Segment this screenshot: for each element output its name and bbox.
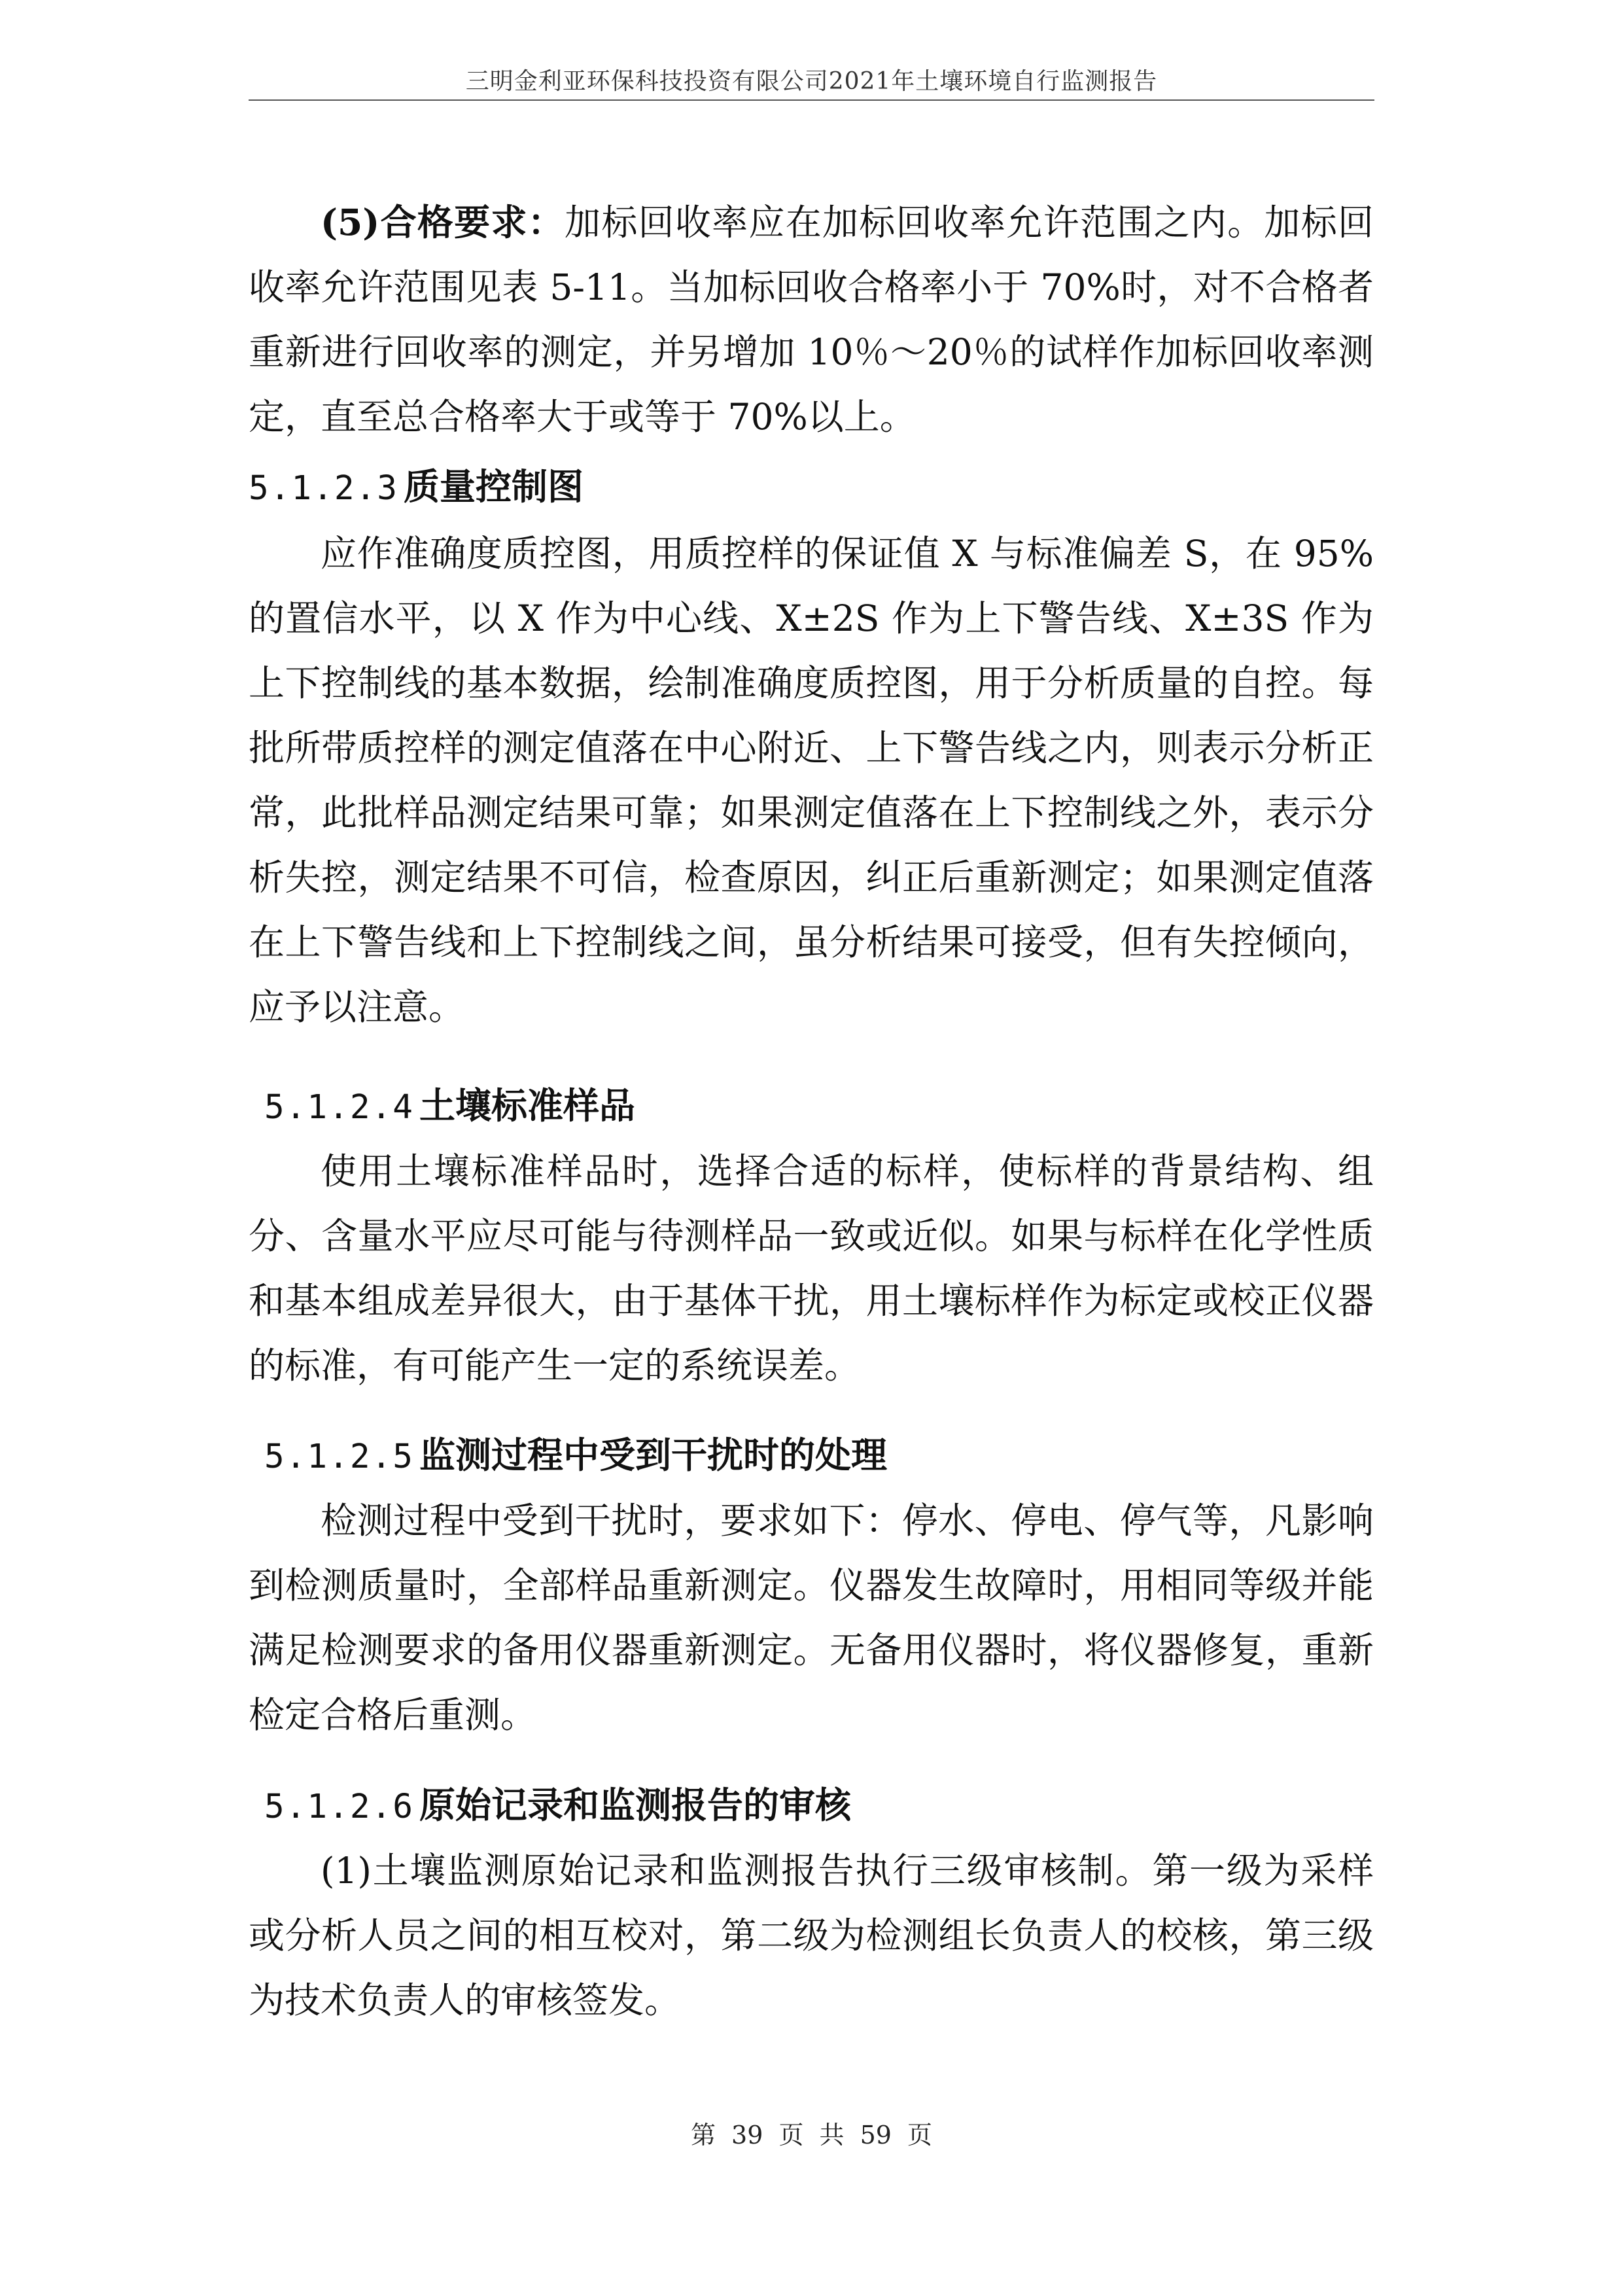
paragraph-text: 加标回收率应在加标回收率允许范围之内。加标回收率允许范围见表 5-11。当加标回收合格率小于 70%时，对不合格者重新进行回收率的测定，并另增加 10％～20％的试样作加标回收率测定，直至总合格率大于或等于 70%以上。 <box>249 202 1374 438</box>
section-number: 5.1.2.5 <box>264 1438 414 1476</box>
section-title: 监测过程中受到干扰时的处理 <box>419 1434 887 1476</box>
section-heading-5126 <box>264 1779 851 1833</box>
paragraph-interference-handling: 检测过程中受到干扰时，要求如下：停水、停电、停气等，凡影响到检测质量时，全部样品重新测定。仪器发生故障时，用相同等级并能满足检测要求的备用仪器重新测定。无备用仪器时，将仪器修复，重新检定合格后重测。 <box>249 1500 1374 1736</box>
section-title: 质量控制图 <box>403 465 584 508</box>
paragraph-qualified-requirement <box>249 190 1374 450</box>
section-title: 土壤标准样品 <box>419 1084 635 1127</box>
section-number: 5.1.2.3 <box>249 469 398 508</box>
page-number: 第 39 页 共 59 页 <box>690 2121 933 2149</box>
section-heading-5123 <box>249 461 584 515</box>
paragraph-soil-standard-sample: 使用土壤标准样品时，选择合适的标样，使标样的背景结构、组分、含量水平应尽可能与待测样品一致或近似。如果与标样在化学性质和基本组成差异很大，由于基体干扰，用土壤标样作为标定或校正仪器的标准，有可能产生一定的系统误差。 <box>249 1150 1374 1386</box>
section-heading-5124 <box>264 1080 635 1134</box>
section-title: 原始记录和监测报告的审核 <box>419 1784 851 1826</box>
section-number: 5.1.2.6 <box>264 1788 414 1826</box>
section-number: 5.1.2.4 <box>264 1088 414 1127</box>
paragraph-quality-control-chart: 应作准确度质控图，用质控样的保证值 X 与标准偏差 S，在 95%的置信水平，以 X 作为中心线、X±2S 作为上下警告线、X±3S 作为上下控制线的基本数据，绘制准确度质控图，用于分析质量的自控。每批所带质控样的测定值落在中心附近、上下警告线之内，则表示分析正常，此批样品测定结果可靠；如果测定值落在上下控制线之外，表示分析失控，测定结果不可信，检查原因，纠正后重新测定；如果测定值落在上下警告线和上下控制线之间，虽分析结果可接受，但有失控倾向，应予以注意。 <box>249 533 1374 1028</box>
paragraph-record-review: (1)土壤监测原始记录和监测报告执行三级审核制。第一级为采样或分析人员之间的相互校对，第二级为检测组长负责人的校核，第三级为技术负责人的审核签发。 <box>249 1850 1374 2021</box>
page-header: 三明金利亚环保科技投资有限公司2021年土壤环境自行监测报告 <box>465 68 1158 95</box>
header-divider <box>249 99 1374 101</box>
paragraph-lead: (5)合格要求： <box>321 201 565 243</box>
section-heading-5125 <box>264 1429 887 1483</box>
